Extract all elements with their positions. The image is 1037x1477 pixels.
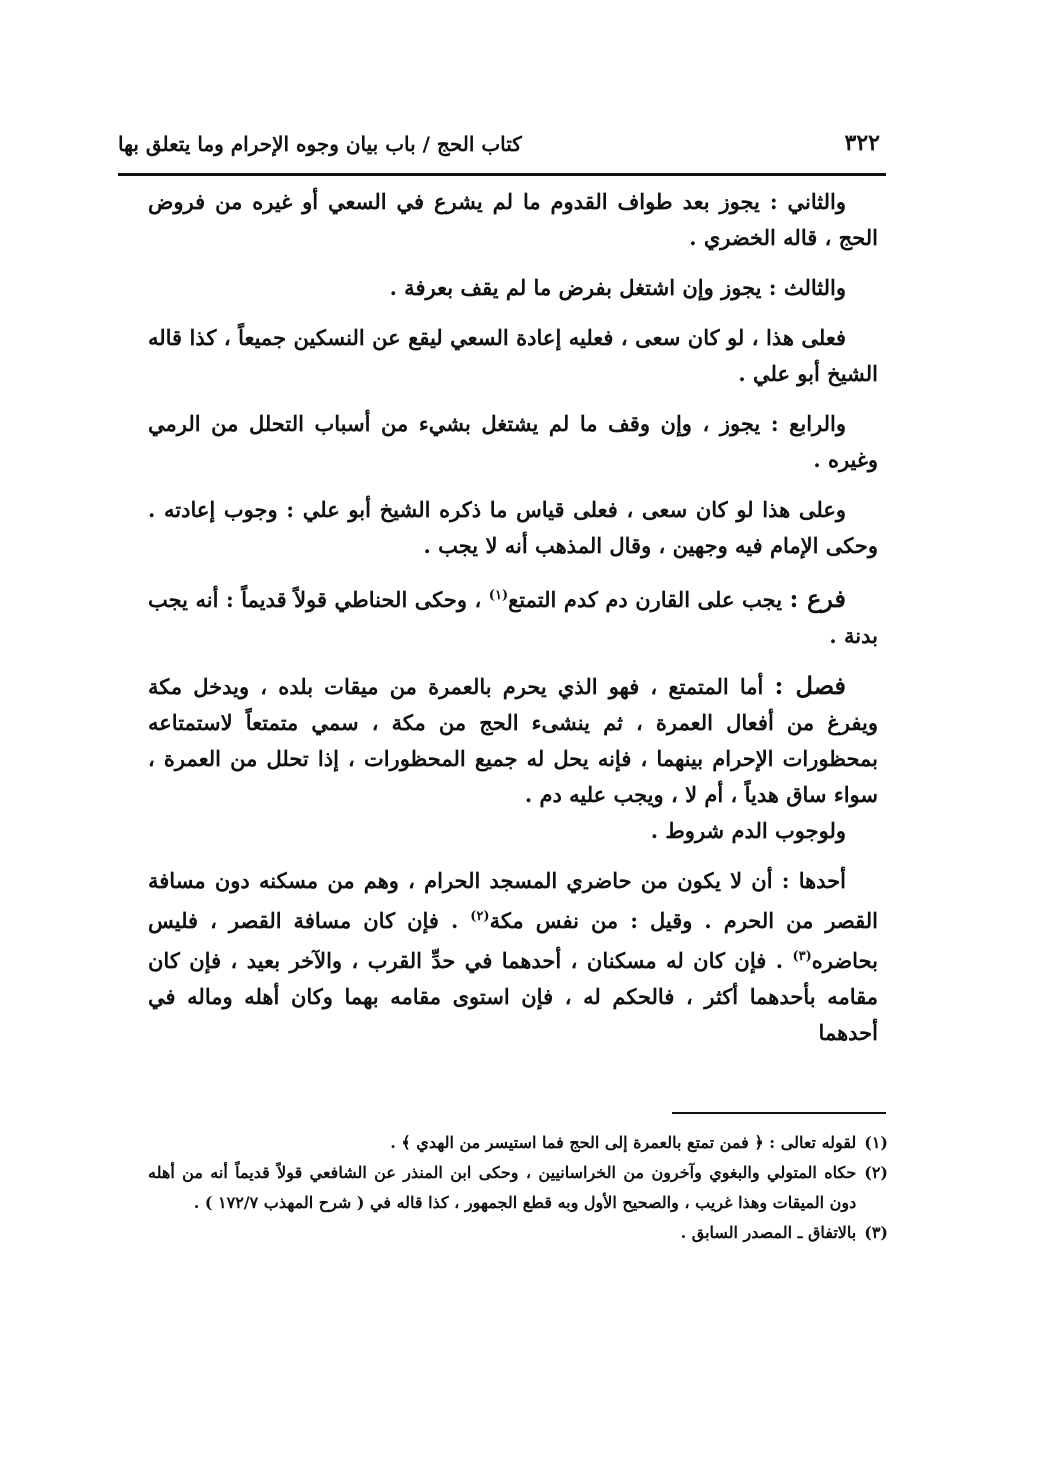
footnote-text: حكاه المتولي والبغوي وآخرون من الخراسانيين ، وحكى ابن المنذر عن الشافعي قولاً قديماً أنه من أهله دون الميقات وهذا غريب ، والصحيح الأول وبه قطع الجمهور ، كذا قاله في ( شرح المهذب ١٧٢/٧ ) . — [148, 1163, 857, 1212]
paragraph-first-condition — [148, 863, 878, 1051]
footnote-reference: (٣) — [792, 949, 812, 964]
paragraph-lead: والثالث : — [768, 275, 846, 300]
footnote-item — [148, 1128, 888, 1158]
paragraph-text: . فإن كان مسافة القصر ، فليس بحاضره — [148, 908, 878, 973]
paragraph-text: يجوز بعد طواف القدوم ما لم يشرع في السعي أو غيره من فروض الحج ، قاله الخضري . — [148, 189, 878, 250]
footnote-text: لقوله تعالى : ﴿ فمن تمتع بالعمرة إلى الحج فما استيسر من الهدي ﴾ . — [390, 1133, 857, 1152]
header-rule — [118, 173, 886, 176]
footnote-item — [148, 1218, 888, 1248]
footnote-number: (٢) — [864, 1163, 888, 1182]
paragraph-text: أما المتمتع ، فهو الذي يحرم بالعمرة من ميقات بلده ، ويدخل مكة ويفرغ من أفعال العمرة ، ثم ينشىء الحج من مكة ، سمي متمتعاً لاستمتاعه بمحظورات الإحرام بينهما ، فإنه يحل له جميع المحظورات ، إذا تحلل من العمرة ، سواء ساق هدياً ، أم لا ، ويجب عليه دم . — [148, 674, 878, 807]
running-title: كتاب الحج / باب بيان وجوه الإحرام وما يتعلق بها — [118, 132, 522, 156]
paragraph-section — [148, 668, 878, 813]
footnote-reference: (١) — [488, 588, 509, 603]
paragraph-lead: والرابع : — [770, 411, 846, 436]
page-number: ٣٢٢ — [844, 130, 880, 156]
main-text — [148, 184, 878, 1065]
paragraph-lead: فصل : — [774, 671, 846, 700]
paragraph-text: ، وحكى الحناطي قولاً قديماً : أنه يجب بدنة . — [148, 587, 878, 648]
paragraph-text: يجوز ، وإن وقف ما لم يشتغل بشيء من أسباب التحلل من الرمي وغيره . — [148, 411, 878, 472]
paragraph-second-view — [148, 184, 878, 256]
paragraph-text: أن لا يكون من حاضري المسجد الحرام ، وهم من مسكنه دون مسافة القصر من الحرم . وقيل : من نفس مكة — [148, 868, 878, 933]
paragraph-lead: والثاني : — [769, 189, 846, 214]
paragraph-consequence-2 — [148, 492, 878, 564]
footnotes — [148, 1128, 888, 1248]
paragraph-branch — [148, 578, 878, 654]
paragraph-text: فعلى هذا ، لو كان سعى ، فعليه إعادة السعي ليقع عن النسكين جميعاً ، كذا قاله الشيخ أبو علي . — [148, 325, 878, 386]
footnote-reference: (٢) — [470, 909, 490, 924]
paragraph-text: يجب على القارن دم كدم التمتع — [508, 587, 790, 612]
footnote-separator — [672, 1112, 886, 1114]
paragraph-lead: فرع : — [789, 584, 846, 613]
paragraph-consequence-1 — [148, 320, 878, 392]
paragraph-lead: أحدها : — [781, 868, 847, 893]
paragraph-text: ولوجوب الدم شروط . — [650, 818, 846, 843]
paragraph-text: وعلى هذا لو كان سعى ، فعلى قياس ما ذكره الشيخ أبو علي : وجوب إعادته . وحكى الإمام فيه وجهين ، وقال المذهب أنه لا يجب . — [148, 497, 878, 558]
footnote-number: (٣) — [864, 1223, 888, 1242]
paragraph-conditions — [148, 813, 878, 849]
paragraph-text: يجوز وإن اشتغل بفرض ما لم يقف بعرفة . — [389, 275, 769, 300]
paragraph-text: . فإن كان له مسكنان ، أحدهما في حدِّ القرب ، والآخر بعيد ، فإن كان مقامه بأحدهما أكثر ، فالحكم له ، فإن استوى مقامه بهما وكان أهله وماله في أحدهما — [148, 948, 878, 1045]
footnote-text: بالاتفاق ـ المصدر السابق . — [680, 1223, 857, 1242]
page-header — [118, 124, 880, 164]
footnote-item — [148, 1158, 888, 1218]
paragraph-third-view — [148, 270, 878, 306]
paragraph-fourth-view — [148, 406, 878, 478]
footnote-number: (١) — [864, 1133, 888, 1152]
